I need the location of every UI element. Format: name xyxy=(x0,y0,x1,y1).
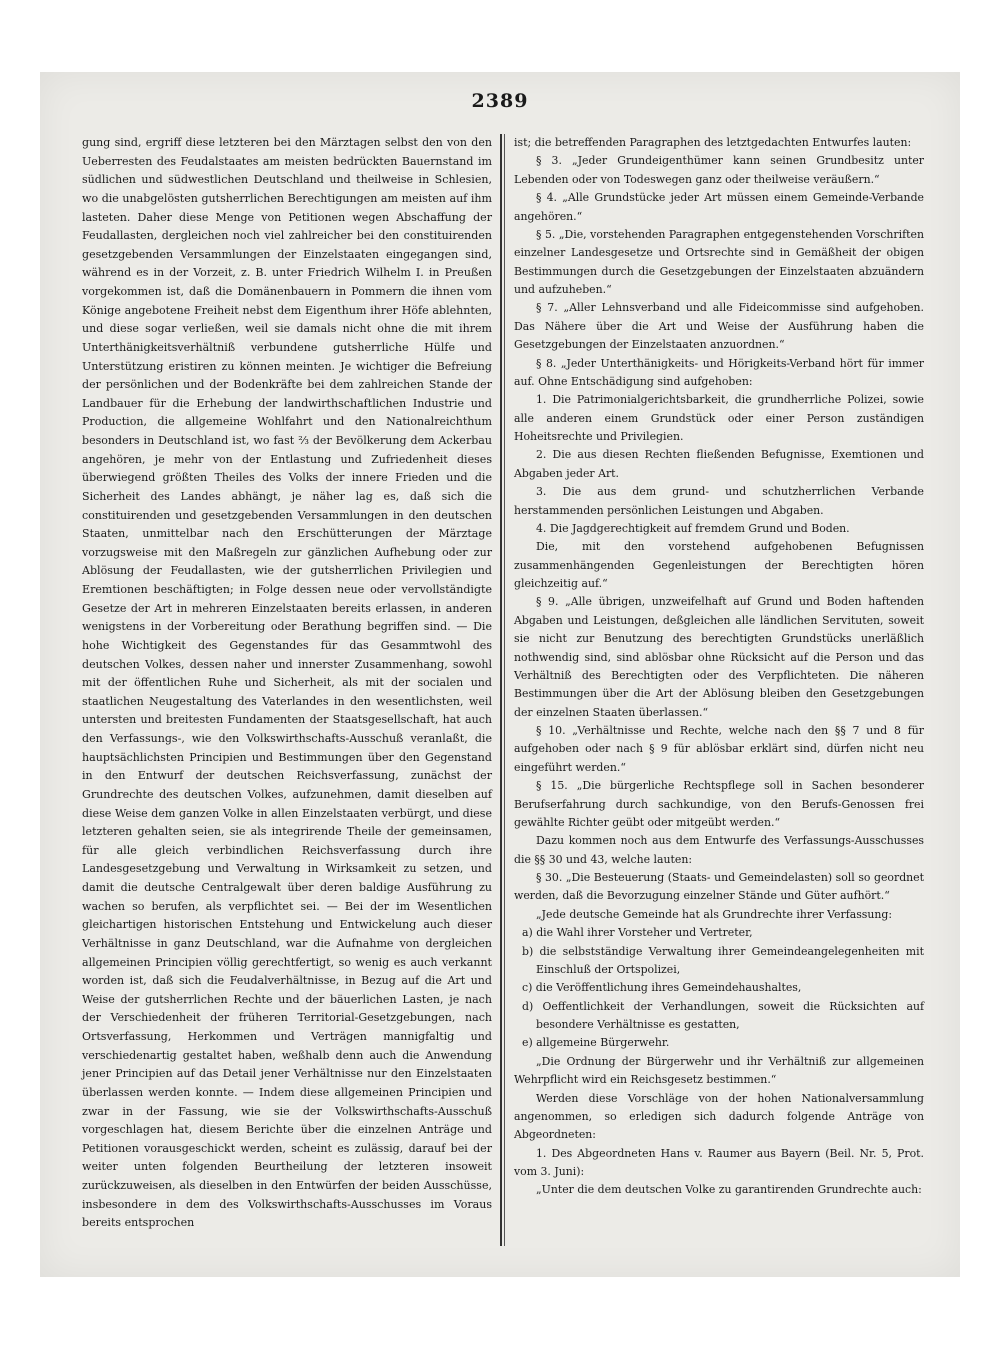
list-item: a) die Wahl ihrer Vorsteher und Vertreter, xyxy=(522,926,753,940)
right-paragraph: „Jede deutsche Gemeinde hat als Grundrechte ihrer Verfassung: xyxy=(536,907,893,921)
right-paragraph: § 4. „Alle Grundstücke jeder Art müssen einem Gemeinde-Verbande angehören.“ xyxy=(514,191,924,223)
page-number: 2389 xyxy=(471,90,529,112)
list-item: c) die Veröffentlichung ihres Gemeindehaushaltes, xyxy=(522,981,802,995)
right-paragraph: § 9. „Alle übrigen, unzweifelhaft auf Grund und Boden haftenden Abgaben und Leistungen, deßgleichen alle ländlichen Servituten, soweit sie nicht zur Benutzung des berechtigten Grundstücks unerläßlich nothwendig sind, sind ablösbar ohne Rücksicht auf die Person und das Verhältniß des Berechtigten oder des Verpflichteten. Die näheren Bestimmungen über die Art der Ablösung bleiben den Gesetzgebungen der einzelnen Staaten überlassen.“ xyxy=(514,595,924,719)
right-paragraph: § 5. „Die, vorstehenden Paragraphen entgegenstehenden Vorschriften einzelner Landesgesetze und Ortsrechte sind in Gemäßheit der obigen Bestimmungen durch die Gesetzgebungen der Einzelstaaten abzuändern und aufzuheben.“ xyxy=(514,227,924,296)
right-paragraph: ist; die betreffenden Paragraphen des letztgedachten Entwurfes lauten: xyxy=(514,136,912,149)
document-page xyxy=(40,72,960,1277)
right-paragraph: § 10. „Verhältnisse und Rechte, welche nach den §§ 7 und 8 für aufgehoben oder nach § 9 für ablösbar erklärt sind, dürfen nicht neu eingeführt werden.“ xyxy=(514,724,924,774)
left-paragraph: gung sind, ergriff diese letzteren bei den Märztagen selbst den von den Ueberresten des Feudalstaates am meisten bedrückten Bauernstand im südlichen und südwestlichen Deutschland und theilweise in Schlesien, wo die unabgelösten gutsherrlichen Berechtigungen am meisten auf ihm lasteten. Daher diese Menge von Petitionen wegen Abschaffung der Feudallasten, dergleichen noch viel zahlreicher bei den constituirenden gesetzgebenden Versammlungen der Einzelstaaten eingegangen sind, während es in der Vorzeit, z. B. unter Friedrich Wilhelm I. in Preußen vorgekommen ist, daß die Domänenbauern in Pommern die ihnen vom Könige angebotene Freiheit nebst dem Eigenthum ihrer Höfe ablehnten, und diese sogar verließen, weil sie damals nicht ohne die mit ihrem Unterthänigkeitsverhältniß verbundene gutsherrliche Hülfe und Unterstützung eristiren zu können meinten. Je wichtiger die Befreiung der persönlichen und der Bodenkräfte bei dem zahlreichen Stande der Landbauer für die Erhebung der landwirthschaftlichen Industrie und Production, die allgemeine Wohlfahrt und den Nationalreichthum besonders in Deutschland ist, wo fast ⅔ der Bevölkerung dem Ackerbau angehören, je mehr von der Entlastung und Zufriedenheit dieses überwiegend größten Theiles des Volks der innere Frieden und die Sicherheit des Landes abhängt, je näher lag es, daß sich die constituirenden und gesetzgebenden Versammlungen in den deutschen Staaten, unmittelbar nach den Erschütterungen der Märztage vorzugsweise mit den Maßregeln zur gänzlichen Aufhebung oder zur Ablösung der Feudallasten, wie der gutsherrlichen Privilegien und Eremtionen beschäftigten; in Folge dessen neue oder vervollständigte Gesetze der Art in mehreren Einzelstaaten bereits erlassen, in anderen wenigstens in der Vorbereitung oder Berathung begriffen sind. — Die hohe Wichtigkeit des Gegenstandes für das Gesammtwohl des deutschen Volkes, dessen naher und innerster Zusammenhang, sowohl mit der öffentlichen Ruhe und Sicherheit, als mit der socialen und staatlichen Neugestaltung des Vaterlandes in den wesentlichsten, weil untersten und breitesten Fundamenten der Staatsgesellschaft, hat auch den Verfassungs-, wie den Volkswirthschafts-Ausschuß veranlaßt, die hauptsächlichsten Principien und Bestimmungen über den Gegenstand in den Entwurf der deutschen Reichsverfassung, zunächst der Grundrechte des deutschen Volkes, aufzunehmen, damit dieselben auf diese Weise dem ganzen Volke in allen Einzelstaaten verbürgt, und diese letzteren gehalten seien, sie als integrirende Theile der gemeinsamen, für alle gleich verbindlichen Reichsverfassung durch ihre Landesgesetzgebung und Verwaltung in Wirksamkeit zu setzen, und damit die deutsche Centralgewalt über deren baldige Ausführung zu wachen so berufen, als verpflichtet sei. — Bei der im Wesentlichen gleichartigen historischen Entstehung und Entwickelung auch dieser Verhältnisse in ganz Deutschland, war die Aufnahme von dergleichen allgemeinen Principien völlig gerechtfertigt, so wenig es auch verkannt worden ist, daß sich die Feudalverhältnisse, in Bezug auf die Art und Weise der gutsherrlichen Rechte und der bäuerlichen Lasten, je nach der Verschiedenheit der früheren Territorial-Gesetzgebungen, nach Ortsverfassung, Herkommen und Verträgen mannigfaltig und verschiedenartig gestaltet haben, weßhalb denn auch die Anwendung jener Principien auf das Detail jener Verhältnisse nur den Einzelstaaten überlassen werden konnte. — Indem diese allgemeinen Principien und zwar in der Fassung, wie sie der Volkswirthschafts-Ausschuß vorgeschlagen hat, diesem Berichte über die einzelnen Anträge und Petitionen vorausgeschickt werden, scheint es zulässig, darauf bei der weiter unten folgenden Beurtheilung der letzteren insoweit zurückzuweisen, als dieselben in den Entwürfen der beiden Ausschüsse, insbesondere in dem des Volkswirthschafts-Ausschusses im Voraus bereits entsprochen xyxy=(82,136,492,1230)
right-paragraph: Dazu kommen noch aus dem Entwurfe des Verfassungs-Ausschusses die §§ 30 und 43, welche lauten: xyxy=(514,834,924,866)
list-item: e) allgemeine Bürgerwehr. xyxy=(522,1036,670,1050)
right-paragraph: 3. Die aus dem grund- und schutzherrlichen Verbande herstammenden persönlichen Leistungen und Abgaben. xyxy=(514,485,924,517)
right-paragraph: Werden diese Vorschläge von der hohen Nationalversammlung angenommen, so erledigen sich dadurch folgende Anträge von Abgeordneten: xyxy=(514,1091,924,1142)
right-paragraph: § 7. „Aller Lehnsverband und alle Fideicommisse sind aufgehoben. Das Nähere über die Art und Weise der Ausführung haben die Gesetzgebungen der Einzelstaaten anzuordnen.“ xyxy=(514,301,924,352)
right-paragraph: 1. Die Patrimonialgerichtsbarkeit, die grundherrliche Polizei, sowie alle anderen einem Grundstück oder einer Person zuständigen Hoheitsrechte und Privilegien. xyxy=(514,393,924,443)
right-paragraph: § 30. „Die Besteuerung (Staats- und Gemeindelasten) soll so geordnet werden, daß die Bevorzugung einzelner Stände und Güter aufhört.“ xyxy=(514,871,924,903)
list-item: b) die selbstständige Verwaltung ihrer Gemeindeangelegenheiten mit Einschluß der Ortspolizei, xyxy=(522,944,924,976)
left-column xyxy=(82,134,492,1233)
right-paragraph: 1. Des Abgeordneten Hans v. Raumer aus Bayern (Beil. Nr. 5, Prot. vom 3. Juni): xyxy=(514,1146,924,1178)
right-paragraph: Die, mit den vorstehend aufgehobenen Befugnissen zusammenhängenden Gegenleistungen der Berechtigten hören gleichzeitig auf.“ xyxy=(514,540,924,590)
list-item: d) Oeffentlichkeit der Verhandlungen, soweit die Rücksichten auf besondere Verhältnisse es gestatten, xyxy=(522,999,924,1031)
right-paragraph: 2. Die aus diesen Rechten fließenden Befugnisse, Exemtionen und Abgaben jeder Art. xyxy=(514,448,924,480)
column-divider xyxy=(500,134,502,1246)
right-column xyxy=(514,134,924,1200)
column-divider-inner xyxy=(504,134,505,1246)
right-paragraph: § 8. „Jeder Unterthänigkeits- und Hörigkeits-Verband hört für immer auf. Ohne Entschädigung sind aufgehoben: xyxy=(514,356,924,388)
right-paragraph: § 15. „Die bürgerliche Rechtspflege soll in Sachen besonderer Berufserfahrung durch sachkundige, von den Berufs-Genossen frei gewählte Richter geübt oder mitgeübt werden.“ xyxy=(514,779,924,829)
right-paragraph: § 3. „Jeder Grundeigenthümer kann seinen Grundbesitz unter Lebenden oder von Todeswegen ganz oder theilweise veräußern.“ xyxy=(514,154,924,186)
right-paragraph: „Die Ordnung der Bürgerwehr und ihr Verhältniß zur allgemeinen Wehrpflicht wird ein Reichsgesetz bestimmen.“ xyxy=(514,1054,924,1087)
right-paragraph: „Unter die dem deutschen Volke zu garantirenden Grundrechte auch: xyxy=(536,1183,922,1197)
right-paragraph: 4. Die Jagdgerechtigkeit auf fremdem Grund und Boden. xyxy=(536,521,850,535)
